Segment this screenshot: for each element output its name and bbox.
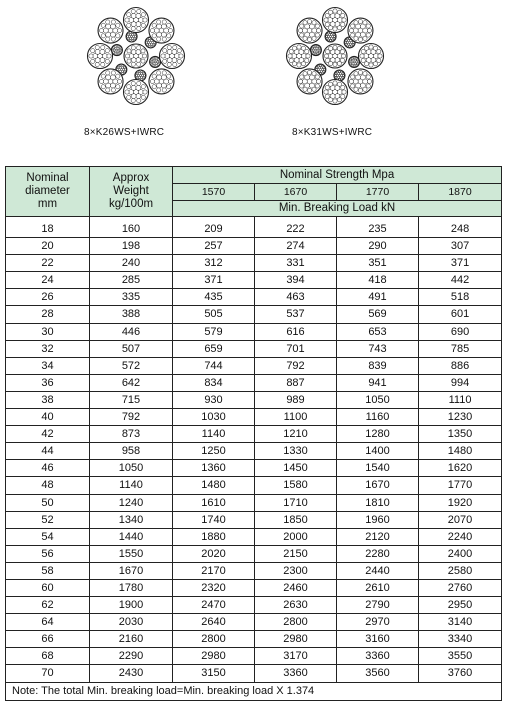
table-cell: 58 xyxy=(6,562,90,579)
table-cell: 40 xyxy=(6,409,90,426)
rope-strands xyxy=(287,8,384,105)
table-cell: 989 xyxy=(255,391,337,408)
table-cell: 2170 xyxy=(173,562,255,579)
table-cell: 1850 xyxy=(255,511,337,528)
table-cell: 792 xyxy=(255,357,337,374)
table-cell: 388 xyxy=(90,306,173,323)
table-row xyxy=(6,323,502,340)
table-cell: 46 xyxy=(6,460,90,477)
table-row xyxy=(6,477,502,494)
table-cell: 2950 xyxy=(419,597,502,614)
header-diameter xyxy=(6,167,90,217)
table-row xyxy=(6,255,502,272)
table-cell: 958 xyxy=(90,443,173,460)
table-cell: 1550 xyxy=(90,545,173,562)
table-cell: 701 xyxy=(255,340,337,357)
table-cell: 1360 xyxy=(173,460,255,477)
table-cell: 44 xyxy=(6,443,90,460)
table-cell: 1250 xyxy=(173,443,255,460)
table-cell: 2800 xyxy=(255,614,337,631)
table-cell: 1350 xyxy=(419,426,502,443)
header-grade: 1570 xyxy=(173,184,255,201)
table-row xyxy=(6,528,502,545)
header-weight-label: Approx Weight kg/100m xyxy=(108,172,154,210)
table-cell: 2240 xyxy=(419,528,502,545)
table-cell: 3140 xyxy=(419,614,502,631)
table-cell: 2640 xyxy=(173,614,255,631)
table-cell: 1440 xyxy=(90,528,173,545)
table-cell: 2150 xyxy=(255,545,337,562)
table-cell: 351 xyxy=(337,255,419,272)
table-cell: 1160 xyxy=(337,409,419,426)
table-cell: 394 xyxy=(255,272,337,289)
rope-strands xyxy=(88,8,185,105)
table-cell: 70 xyxy=(6,665,90,682)
table-row xyxy=(6,409,502,426)
breaking-load-table xyxy=(5,166,502,701)
header-breaking-load: Min. Breaking Load kN xyxy=(173,201,502,217)
table-cell: 1230 xyxy=(419,409,502,426)
table-cell: 2440 xyxy=(337,562,419,579)
table-cell: 941 xyxy=(337,374,419,391)
table-cell: 54 xyxy=(6,528,90,545)
header-grade: 1770 xyxy=(337,184,419,201)
table-cell: 1920 xyxy=(419,494,502,511)
table-cell: 507 xyxy=(90,340,173,357)
table-cell: 2290 xyxy=(90,648,173,665)
table-cell: 2970 xyxy=(337,614,419,631)
table-cell: 371 xyxy=(173,272,255,289)
table-cell: 601 xyxy=(419,306,502,323)
table-cell: 3550 xyxy=(419,648,502,665)
table-cell: 518 xyxy=(419,289,502,306)
diagram-caption-1: 8×K26WS+IWRC xyxy=(84,127,165,138)
table-cell: 1770 xyxy=(419,477,502,494)
table-body xyxy=(6,217,502,683)
table-cell: 312 xyxy=(173,255,255,272)
table-cell: 2470 xyxy=(173,597,255,614)
table-cell: 274 xyxy=(255,238,337,255)
table-cell: 2160 xyxy=(90,631,173,648)
table-cell: 335 xyxy=(90,289,173,306)
table-cell: 642 xyxy=(90,374,173,391)
table-row xyxy=(6,238,502,255)
table-cell: 1670 xyxy=(337,477,419,494)
table-cell: 744 xyxy=(173,357,255,374)
table-cell: 1100 xyxy=(255,409,337,426)
table-cell: 1340 xyxy=(90,511,173,528)
table-cell: 1740 xyxy=(173,511,255,528)
table-cell: 1620 xyxy=(419,460,502,477)
table-row xyxy=(6,289,502,306)
table-cell: 3360 xyxy=(255,665,337,682)
table-row xyxy=(6,511,502,528)
header-diameter-label: Nominal diameter mm xyxy=(25,172,70,210)
table-cell: 2610 xyxy=(337,579,419,596)
table-row xyxy=(6,665,502,682)
table-cell: 834 xyxy=(173,374,255,391)
table-cell: 1540 xyxy=(337,460,419,477)
table-cell: 1610 xyxy=(173,494,255,511)
table-cell: 537 xyxy=(255,306,337,323)
table-cell: 743 xyxy=(337,340,419,357)
header-strength: Nominal Strength Mpa xyxy=(173,167,502,184)
table-cell: 2800 xyxy=(173,631,255,648)
table-cell: 198 xyxy=(90,238,173,255)
table-cell: 52 xyxy=(6,511,90,528)
table-cell: 28 xyxy=(6,306,90,323)
table-cell: 435 xyxy=(173,289,255,306)
table-cell: 446 xyxy=(90,323,173,340)
table-cell: 38 xyxy=(6,391,90,408)
table-cell: 505 xyxy=(173,306,255,323)
table-cell: 2980 xyxy=(255,631,337,648)
table-cell: 3150 xyxy=(173,665,255,682)
table-cell: 32 xyxy=(6,340,90,357)
table-row xyxy=(6,597,502,614)
diagram-caption-2: 8×K31WS+IWRC xyxy=(292,127,373,138)
table-cell: 2980 xyxy=(173,648,255,665)
table-cell: 50 xyxy=(6,494,90,511)
table-cell: 1400 xyxy=(337,443,419,460)
table-cell: 579 xyxy=(173,323,255,340)
table-cell: 1580 xyxy=(255,477,337,494)
table-cell: 994 xyxy=(419,374,502,391)
table-row xyxy=(6,631,502,648)
table-cell: 1960 xyxy=(337,511,419,528)
table-cell: 257 xyxy=(173,238,255,255)
table-cell: 2430 xyxy=(90,665,173,682)
table-cell: 1240 xyxy=(90,494,173,511)
table-cell: 2320 xyxy=(173,579,255,596)
table-cell: 1710 xyxy=(255,494,337,511)
table-cell: 569 xyxy=(337,306,419,323)
table-row xyxy=(6,494,502,511)
table-cell: 26 xyxy=(6,289,90,306)
table-row xyxy=(6,443,502,460)
table-row xyxy=(6,579,502,596)
table-cell: 572 xyxy=(90,357,173,374)
table-cell: 659 xyxy=(173,340,255,357)
table-row xyxy=(6,272,502,289)
table-cell: 491 xyxy=(337,289,419,306)
table-row xyxy=(6,217,502,238)
table-cell: 3170 xyxy=(255,648,337,665)
table-cell: 2070 xyxy=(419,511,502,528)
table-cell: 1110 xyxy=(419,391,502,408)
wire-rope-cross-section-icon xyxy=(86,6,186,106)
table-row xyxy=(6,340,502,357)
table-cell: 18 xyxy=(6,217,90,238)
table-cell: 2030 xyxy=(90,614,173,631)
table-row xyxy=(6,357,502,374)
table-cell: 222 xyxy=(255,217,337,238)
table-cell: 3340 xyxy=(419,631,502,648)
table-row xyxy=(6,648,502,665)
table-cell: 2300 xyxy=(255,562,337,579)
table-cell: 2120 xyxy=(337,528,419,545)
table-cell: 792 xyxy=(90,409,173,426)
table-cell: 68 xyxy=(6,648,90,665)
table-row xyxy=(6,426,502,443)
table-cell: 1810 xyxy=(337,494,419,511)
table-cell: 3560 xyxy=(337,665,419,682)
table-cell: 886 xyxy=(419,357,502,374)
table-cell: 30 xyxy=(6,323,90,340)
wire-rope-cross-section-icon xyxy=(285,6,385,106)
table-cell: 34 xyxy=(6,357,90,374)
table-cell: 2020 xyxy=(173,545,255,562)
table-cell: 3760 xyxy=(419,665,502,682)
header-weight xyxy=(90,167,173,217)
table-cell: 690 xyxy=(419,323,502,340)
table-cell: 715 xyxy=(90,391,173,408)
table-row xyxy=(6,460,502,477)
table-cell: 2400 xyxy=(419,545,502,562)
table-cell: 285 xyxy=(90,272,173,289)
table-cell: 1050 xyxy=(90,460,173,477)
table-cell: 1880 xyxy=(173,528,255,545)
table-cell: 248 xyxy=(419,217,502,238)
table-cell: 22 xyxy=(6,255,90,272)
table-cell: 3160 xyxy=(337,631,419,648)
table-row xyxy=(6,562,502,579)
table-row xyxy=(6,374,502,391)
table-cell: 20 xyxy=(6,238,90,255)
table-cell: 48 xyxy=(6,477,90,494)
table-note: Note: The total Min. breaking load=Min. breaking load X 1.374 xyxy=(6,682,502,700)
table-cell: 240 xyxy=(90,255,173,272)
table-cell: 64 xyxy=(6,614,90,631)
table-cell: 62 xyxy=(6,597,90,614)
table-cell: 653 xyxy=(337,323,419,340)
table-row xyxy=(6,545,502,562)
table-cell: 1030 xyxy=(173,409,255,426)
table-cell: 463 xyxy=(255,289,337,306)
table-cell: 418 xyxy=(337,272,419,289)
table-row xyxy=(6,306,502,323)
table-cell: 1210 xyxy=(255,426,337,443)
table-cell: 36 xyxy=(6,374,90,391)
table-cell: 1050 xyxy=(337,391,419,408)
table-cell: 785 xyxy=(419,340,502,357)
table-cell: 2280 xyxy=(337,545,419,562)
table-cell: 371 xyxy=(419,255,502,272)
table-cell: 56 xyxy=(6,545,90,562)
table-cell: 42 xyxy=(6,426,90,443)
table-cell: 1330 xyxy=(255,443,337,460)
header-grade: 1670 xyxy=(255,184,337,201)
table-cell: 1140 xyxy=(90,477,173,494)
table-cell: 2760 xyxy=(419,579,502,596)
table-cell: 24 xyxy=(6,272,90,289)
header-grade: 1870 xyxy=(419,184,502,201)
table-cell: 442 xyxy=(419,272,502,289)
table-cell: 331 xyxy=(255,255,337,272)
table-cell: 1450 xyxy=(255,460,337,477)
table-cell: 209 xyxy=(173,217,255,238)
table-cell: 1140 xyxy=(173,426,255,443)
table-cell: 839 xyxy=(337,357,419,374)
table-cell: 60 xyxy=(6,579,90,596)
table-cell: 307 xyxy=(419,238,502,255)
table-cell: 2580 xyxy=(419,562,502,579)
table-cell: 1280 xyxy=(337,426,419,443)
table-cell: 873 xyxy=(90,426,173,443)
table-cell: 1480 xyxy=(419,443,502,460)
table-cell: 1780 xyxy=(90,579,173,596)
table-cell: 2460 xyxy=(255,579,337,596)
table-cell: 160 xyxy=(90,217,173,238)
table-cell: 1480 xyxy=(173,477,255,494)
table-cell: 2790 xyxy=(337,597,419,614)
table-cell: 235 xyxy=(337,217,419,238)
table-cell: 1900 xyxy=(90,597,173,614)
table-cell: 930 xyxy=(173,391,255,408)
table-cell: 2630 xyxy=(255,597,337,614)
table-cell: 3360 xyxy=(337,648,419,665)
table-cell: 887 xyxy=(255,374,337,391)
table-cell: 1670 xyxy=(90,562,173,579)
table-cell: 290 xyxy=(337,238,419,255)
table-cell: 2000 xyxy=(255,528,337,545)
table-cell: 616 xyxy=(255,323,337,340)
table-row xyxy=(6,614,502,631)
table-row xyxy=(6,391,502,408)
table-cell: 66 xyxy=(6,631,90,648)
